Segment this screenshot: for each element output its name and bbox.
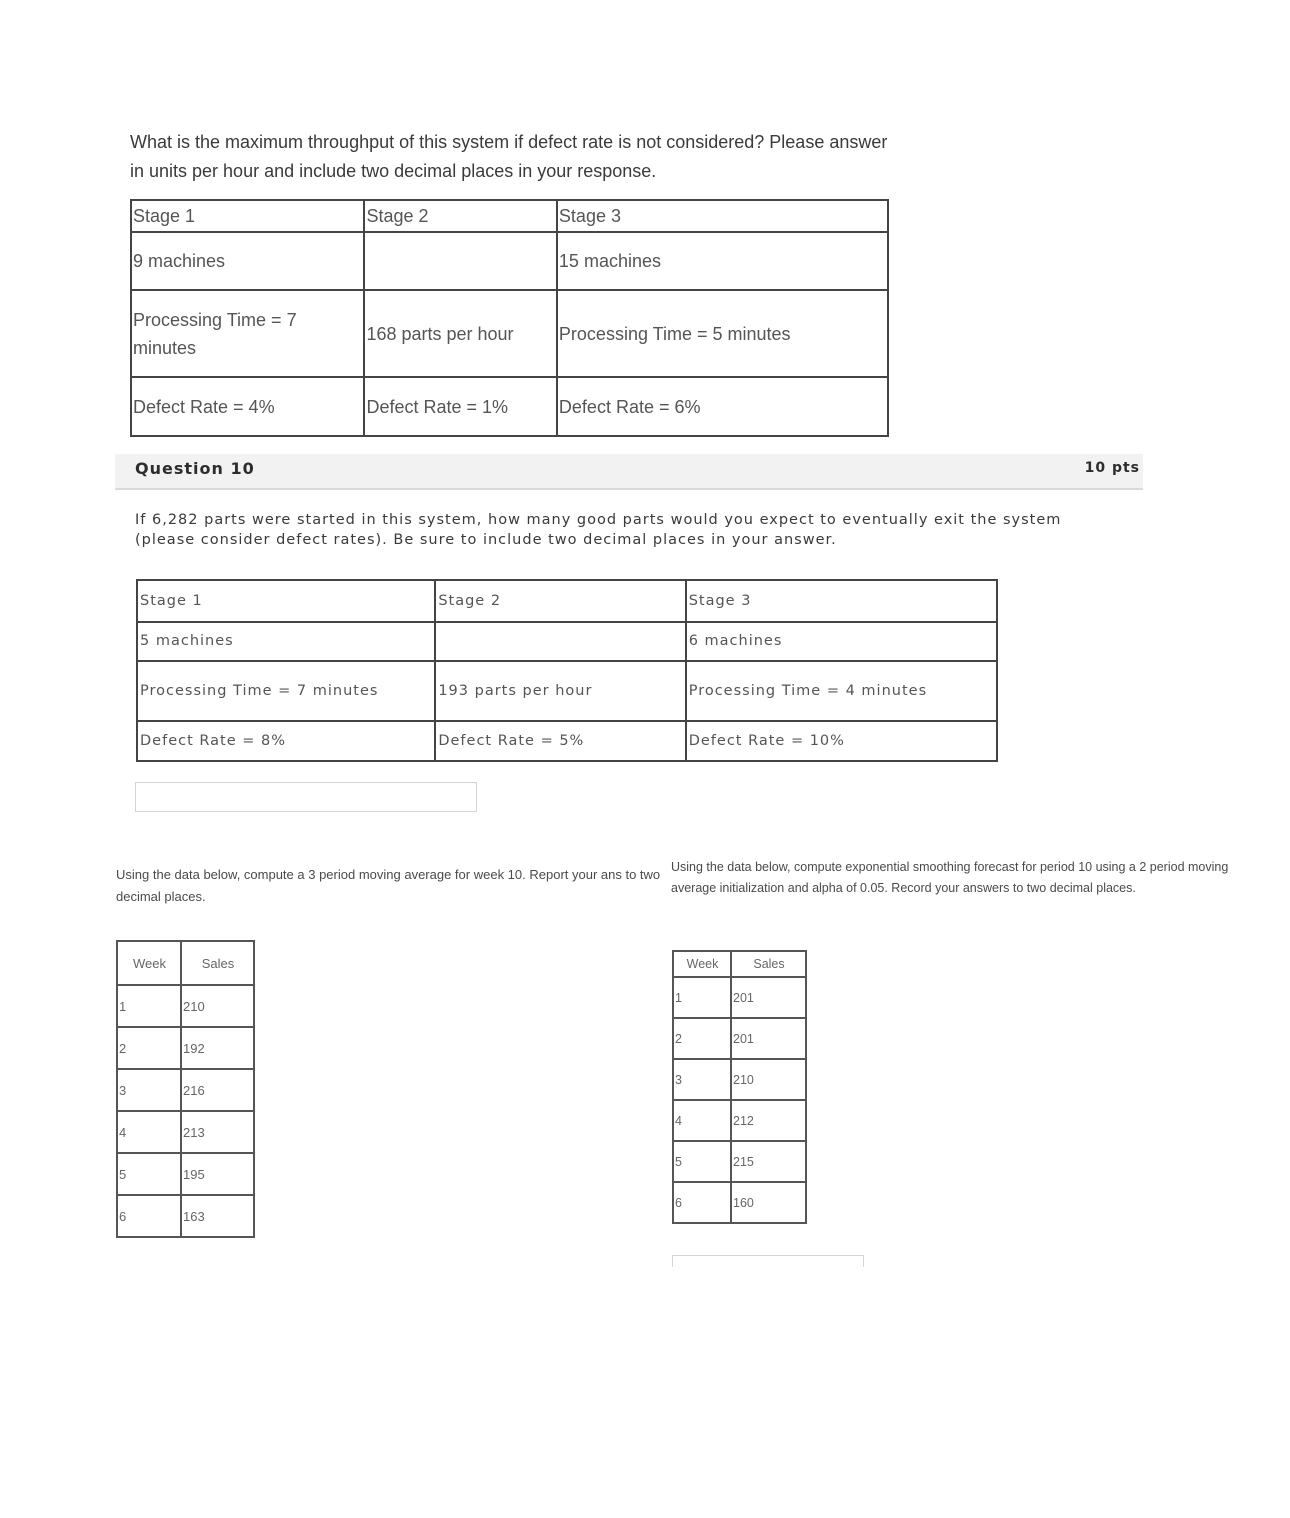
table-cell: [364, 232, 556, 290]
table-header-cell: Sales: [731, 951, 806, 977]
question10-title: Question 10: [135, 459, 255, 478]
table-row: [131, 232, 888, 290]
table-cell: Stage 1: [131, 200, 364, 232]
exp-smoothing-answer-input[interactable]: [672, 1255, 864, 1267]
table-cell: 201: [731, 977, 806, 1018]
table-cell: Processing Time = 5 minutes: [557, 290, 888, 377]
table-cell: [435, 622, 685, 661]
table-cell: 6: [673, 1182, 731, 1223]
table-row: [673, 1059, 806, 1100]
table-cell: Defect Rate = 8%: [137, 721, 435, 761]
table-cell: 1: [117, 985, 181, 1027]
table-row: [117, 985, 254, 1027]
table-row: [137, 622, 997, 661]
table-row: [137, 661, 997, 721]
table-cell: 210: [731, 1059, 806, 1100]
table-header-row: [117, 941, 254, 985]
table-cell: 2: [117, 1027, 181, 1069]
table-cell: Defect Rate = 4%: [131, 377, 364, 436]
table-header-cell: Week: [117, 941, 181, 985]
table-cell: Stage 2: [435, 580, 685, 622]
table-header-cell: Sales: [181, 941, 254, 985]
table-row: [131, 377, 888, 436]
table-cell: 6: [117, 1195, 181, 1237]
table-cell: Defect Rate = 5%: [435, 721, 685, 761]
table-cell: Stage 1: [137, 580, 435, 622]
moving-average-prompt: Using the data below, compute a 3 period moving average for week 10. Report your ans to two decimal places.: [116, 867, 661, 904]
table-row: [117, 1027, 254, 1069]
table-cell: 168 parts per hour: [364, 290, 556, 377]
table-cell: 9 machines: [131, 232, 364, 290]
table-cell: 5: [117, 1153, 181, 1195]
table-cell: 193 parts per hour: [435, 661, 685, 721]
table-cell: 3: [673, 1059, 731, 1100]
table-cell: 210: [181, 985, 254, 1027]
table-cell: 4: [117, 1111, 181, 1153]
table-cell: 195: [181, 1153, 254, 1195]
table-cell: 1: [673, 977, 731, 1018]
table-cell: 216: [181, 1069, 254, 1111]
table-cell: Defect Rate = 6%: [557, 377, 888, 436]
table-row: [673, 1018, 806, 1059]
table-cell: 163: [181, 1195, 254, 1237]
table-cell: 5: [673, 1141, 731, 1182]
table-row: [117, 1195, 254, 1237]
question9-table: [130, 199, 889, 437]
table-cell: 5 machines: [137, 622, 435, 661]
table-row: [117, 1069, 254, 1111]
table-cell: 15 machines: [557, 232, 888, 290]
exp-smoothing-table: [672, 950, 807, 1224]
table-cell: Processing Time = 4 minutes: [686, 661, 997, 721]
table-row: [131, 200, 888, 232]
table-row: [137, 721, 997, 761]
table-cell: 213: [181, 1111, 254, 1153]
table-cell: Stage 3: [557, 200, 888, 232]
table-row: [673, 977, 806, 1018]
table-cell: Defect Rate = 10%: [686, 721, 997, 761]
table-cell: Processing Time = 7 minutes: [131, 290, 364, 377]
table-header-cell: Week: [673, 951, 731, 977]
table-row: [117, 1111, 254, 1153]
table-cell: Stage 3: [686, 580, 997, 622]
question10-points: 10 pts: [1084, 460, 1140, 476]
question9-prompt: What is the maximum throughput of this system if defect rate is not considered? Please answer in units per hour and include two decimal places in your response.: [130, 132, 888, 181]
question10-table: [136, 579, 998, 762]
table-cell: Stage 2: [364, 200, 556, 232]
table-cell: 6 machines: [686, 622, 997, 661]
table-cell: 2: [673, 1018, 731, 1059]
table-row: [673, 1141, 806, 1182]
question10-answer-input[interactable]: [135, 782, 477, 812]
table-row: [137, 580, 997, 622]
table-cell: 212: [731, 1100, 806, 1141]
table-cell: 192: [181, 1027, 254, 1069]
table-header-row: [673, 951, 806, 977]
table-row: [117, 1153, 254, 1195]
table-cell: 4: [673, 1100, 731, 1141]
table-cell: 215: [731, 1141, 806, 1182]
moving-average-table: [116, 940, 255, 1238]
table-cell: Processing Time = 7 minutes: [137, 661, 435, 721]
table-cell: 160: [731, 1182, 806, 1223]
table-row: [673, 1182, 806, 1223]
table-cell: 3: [117, 1069, 181, 1111]
table-cell: Defect Rate = 1%: [364, 377, 556, 436]
question10-prompt: If 6,282 parts were started in this system, how many good parts would you expect to eventually exit the system (please consider defect rates). Be sure to include two decimal places in your answer.: [135, 512, 1062, 548]
table-row: [131, 290, 888, 377]
table-cell: 201: [731, 1018, 806, 1059]
exp-smoothing-prompt: Using the data below, compute exponential smoothing forecast for period 10 using a 2 period moving average initialization and alpha of 0.05. Record your answers to two decimal places.: [671, 860, 1229, 895]
question10-header-bar: [115, 454, 1143, 490]
table-row: [673, 1100, 806, 1141]
